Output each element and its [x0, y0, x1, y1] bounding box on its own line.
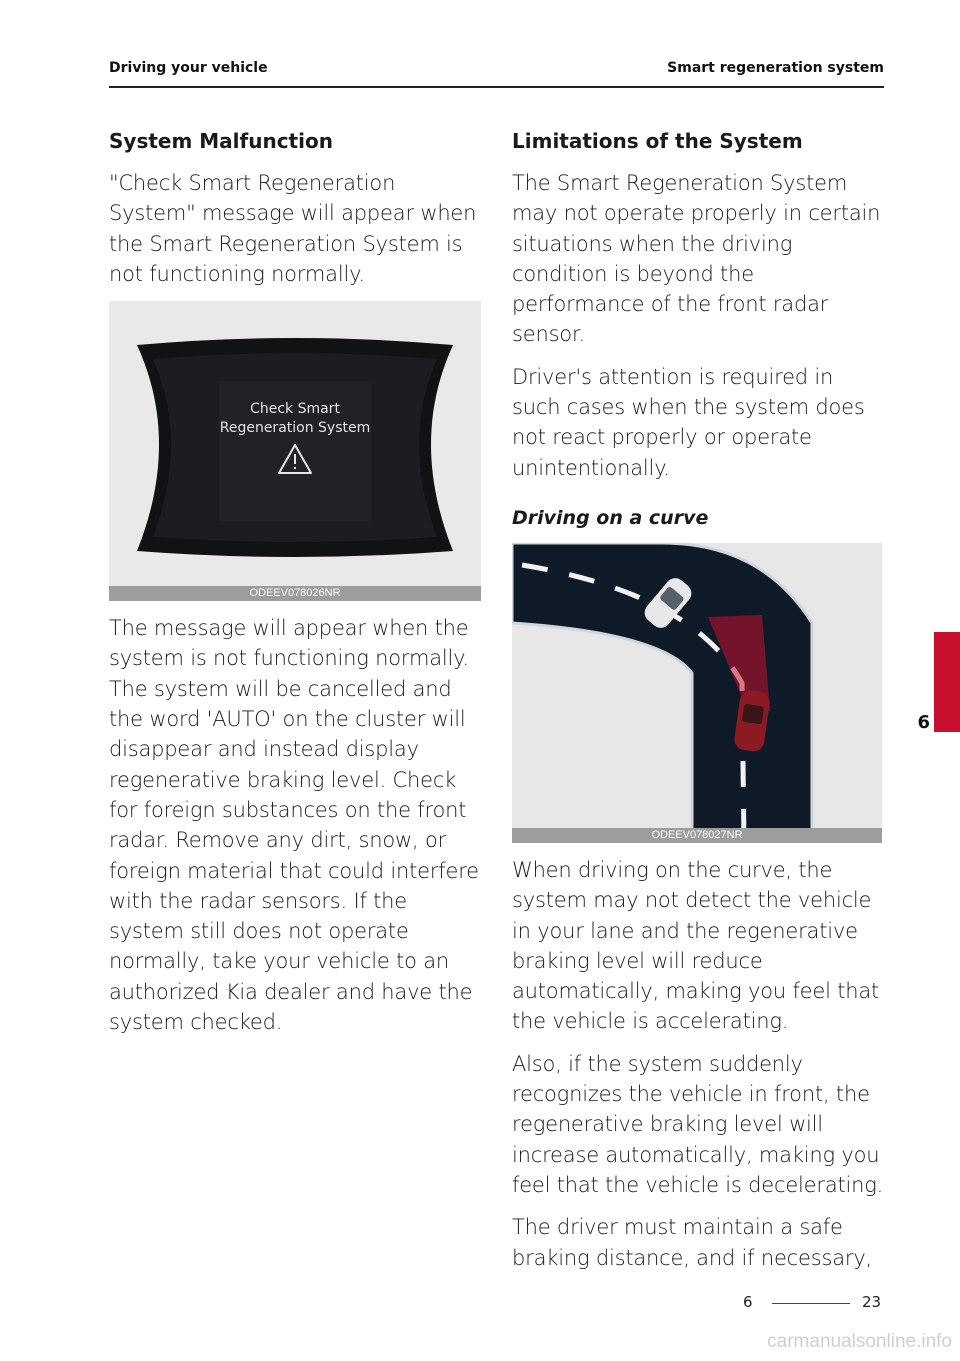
cluster-text-line2: Regeneration System: [219, 420, 371, 437]
curve-paragraph-3: The driver must maintain a safe braking distance, and if necessary,: [512, 1215, 873, 1270]
right-column: [512, 128, 884, 1285]
header-section-title: Driving your vehicle: [109, 60, 268, 76]
footer-page-number: 23: [862, 1293, 882, 1311]
curve-paragraph-2: Also, if the system suddenly recognizes the vehicle in front, the regenerative braking level will increase automatically, making you feel that the vehicle is decelerating.: [512, 1051, 884, 1197]
section-heading-malfunction: System Malfunction: [109, 129, 333, 153]
header-topic-title: Smart regeneration system: [667, 60, 884, 76]
limitations-paragraph-1: The Smart Regeneration System may not operate properly in certain situations when the driving condition is beyond the performance of the front radar sensor.: [512, 171, 881, 347]
cluster-message-figure: [109, 301, 481, 601]
malfunction-intro: "Check Smart Regeneration System" message will appear when the Smart Regeneration System is not functioning normally.: [109, 171, 477, 286]
cluster-text-line1: Check Smart: [250, 401, 340, 418]
chapter-side-number: 6: [917, 712, 930, 733]
watermark: carmanualsonline.info: [767, 1331, 952, 1352]
subheading-curve: Driving on a curve: [512, 506, 709, 529]
curve-paragraph-1: When driving on the curve, the system may not detect the vehicle in your lane and the regenerative braking level will reduce automatically, making you feel that the vehicle is accelerating.: [512, 857, 880, 1034]
curve-road-illustration: [512, 543, 882, 843]
section-heading-limitations: Limitations of the System: [512, 129, 803, 153]
figure-code: ODEEV078026NR: [109, 586, 481, 601]
cluster-display-illustration: [109, 301, 481, 601]
footer-rule: [772, 1303, 850, 1304]
chapter-side-tab: [934, 632, 960, 732]
limitations-paragraph-2: Driver's attention is required in such cases when the system does not react properly or operate unintentionally.: [512, 364, 865, 480]
malfunction-body: The message will appear when the system is not functioning normally. The system will be cancelled and the word 'AUTO' on the cluster will disappear and instead display regenerative braking level. Check for foreign substances on the front radar. Remove any dirt, snow, or foreign material that could interfere with the radar sensors. If the system still does not operate normally, take your vehicle to an authorized Kia dealer and have the system checked.: [109, 616, 479, 1035]
figure-code: ODEEV078027NR: [512, 828, 882, 843]
footer-chapter: 6: [743, 1293, 753, 1311]
curve-figure: [512, 543, 882, 843]
header-rule: [109, 86, 884, 88]
left-column: [109, 128, 481, 1049]
